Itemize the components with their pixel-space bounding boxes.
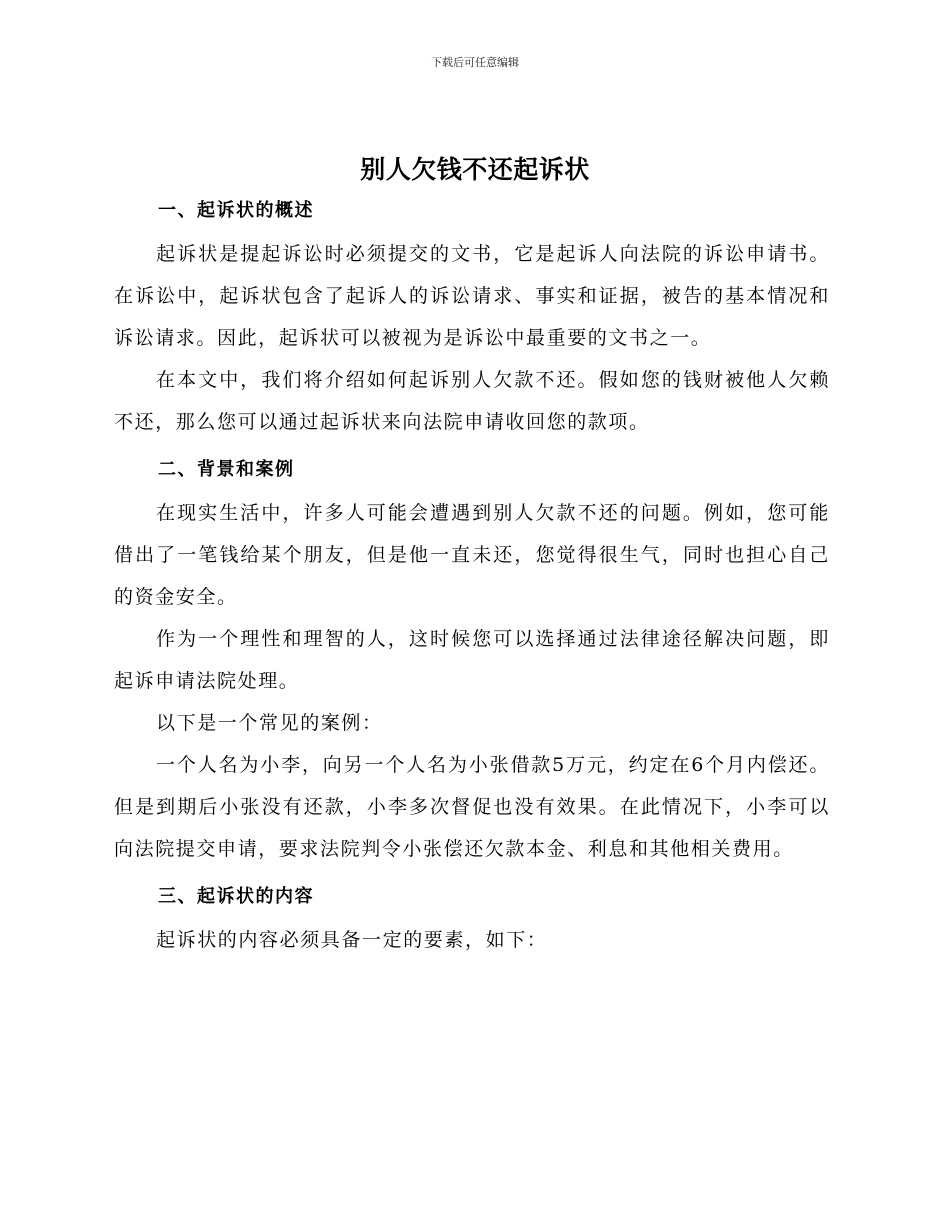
document-title: 别人欠钱不还起诉状 bbox=[360, 155, 590, 184]
paragraph: 起诉状是提起诉讼时必须提交的文书，它是起诉人向法院的诉讼申请书。在诉讼中，起诉状包含了起诉人的诉讼请求、事实和证据，被告的基本情况和诉讼请求。因此，起诉状可以被视为是诉讼中最重要的文书之一。 bbox=[114, 243, 830, 349]
header-note: 下载后可任意编辑 bbox=[431, 56, 519, 69]
section-heading: 二、背景和案例 bbox=[158, 459, 295, 480]
document-body bbox=[114, 196, 830, 961]
paragraph: 作为一个理性和理智的人，这时候您可以选择通过法律途径解决问题，即起诉申请法院处理。 bbox=[114, 628, 830, 692]
paragraph: 在本文中，我们将介绍如何起诉别人欠款不还。假如您的钱财被他人欠赖不还，那么您可以通过起诉状来向法院申请收回您的款项。 bbox=[114, 369, 830, 433]
section-heading: 三、起诉状的内容 bbox=[158, 886, 314, 907]
paragraph: 一个人名为小李，向另一个人名为小张借款5万元，约定在6个月内偿还。但是到期后小张没有还款，小李多次督促也没有效果。在此情况下，小李可以向法院提交申请，要求法院判令小张偿还欠款本金、利息和其他相关费用。 bbox=[114, 754, 830, 860]
paragraph: 在现实生活中，许多人可能会遭遇到别人欠款不还的问题。例如，您可能借出了一笔钱给某个朋友，但是他一直未还，您觉得很生气，同时也担心自己的资金安全。 bbox=[114, 502, 830, 608]
paragraph: 以下是一个常见的案例： bbox=[156, 712, 383, 734]
paragraph: 起诉状的内容必须具备一定的要素，如下： bbox=[156, 929, 548, 951]
section-heading: 一、起诉状的概述 bbox=[158, 200, 314, 221]
